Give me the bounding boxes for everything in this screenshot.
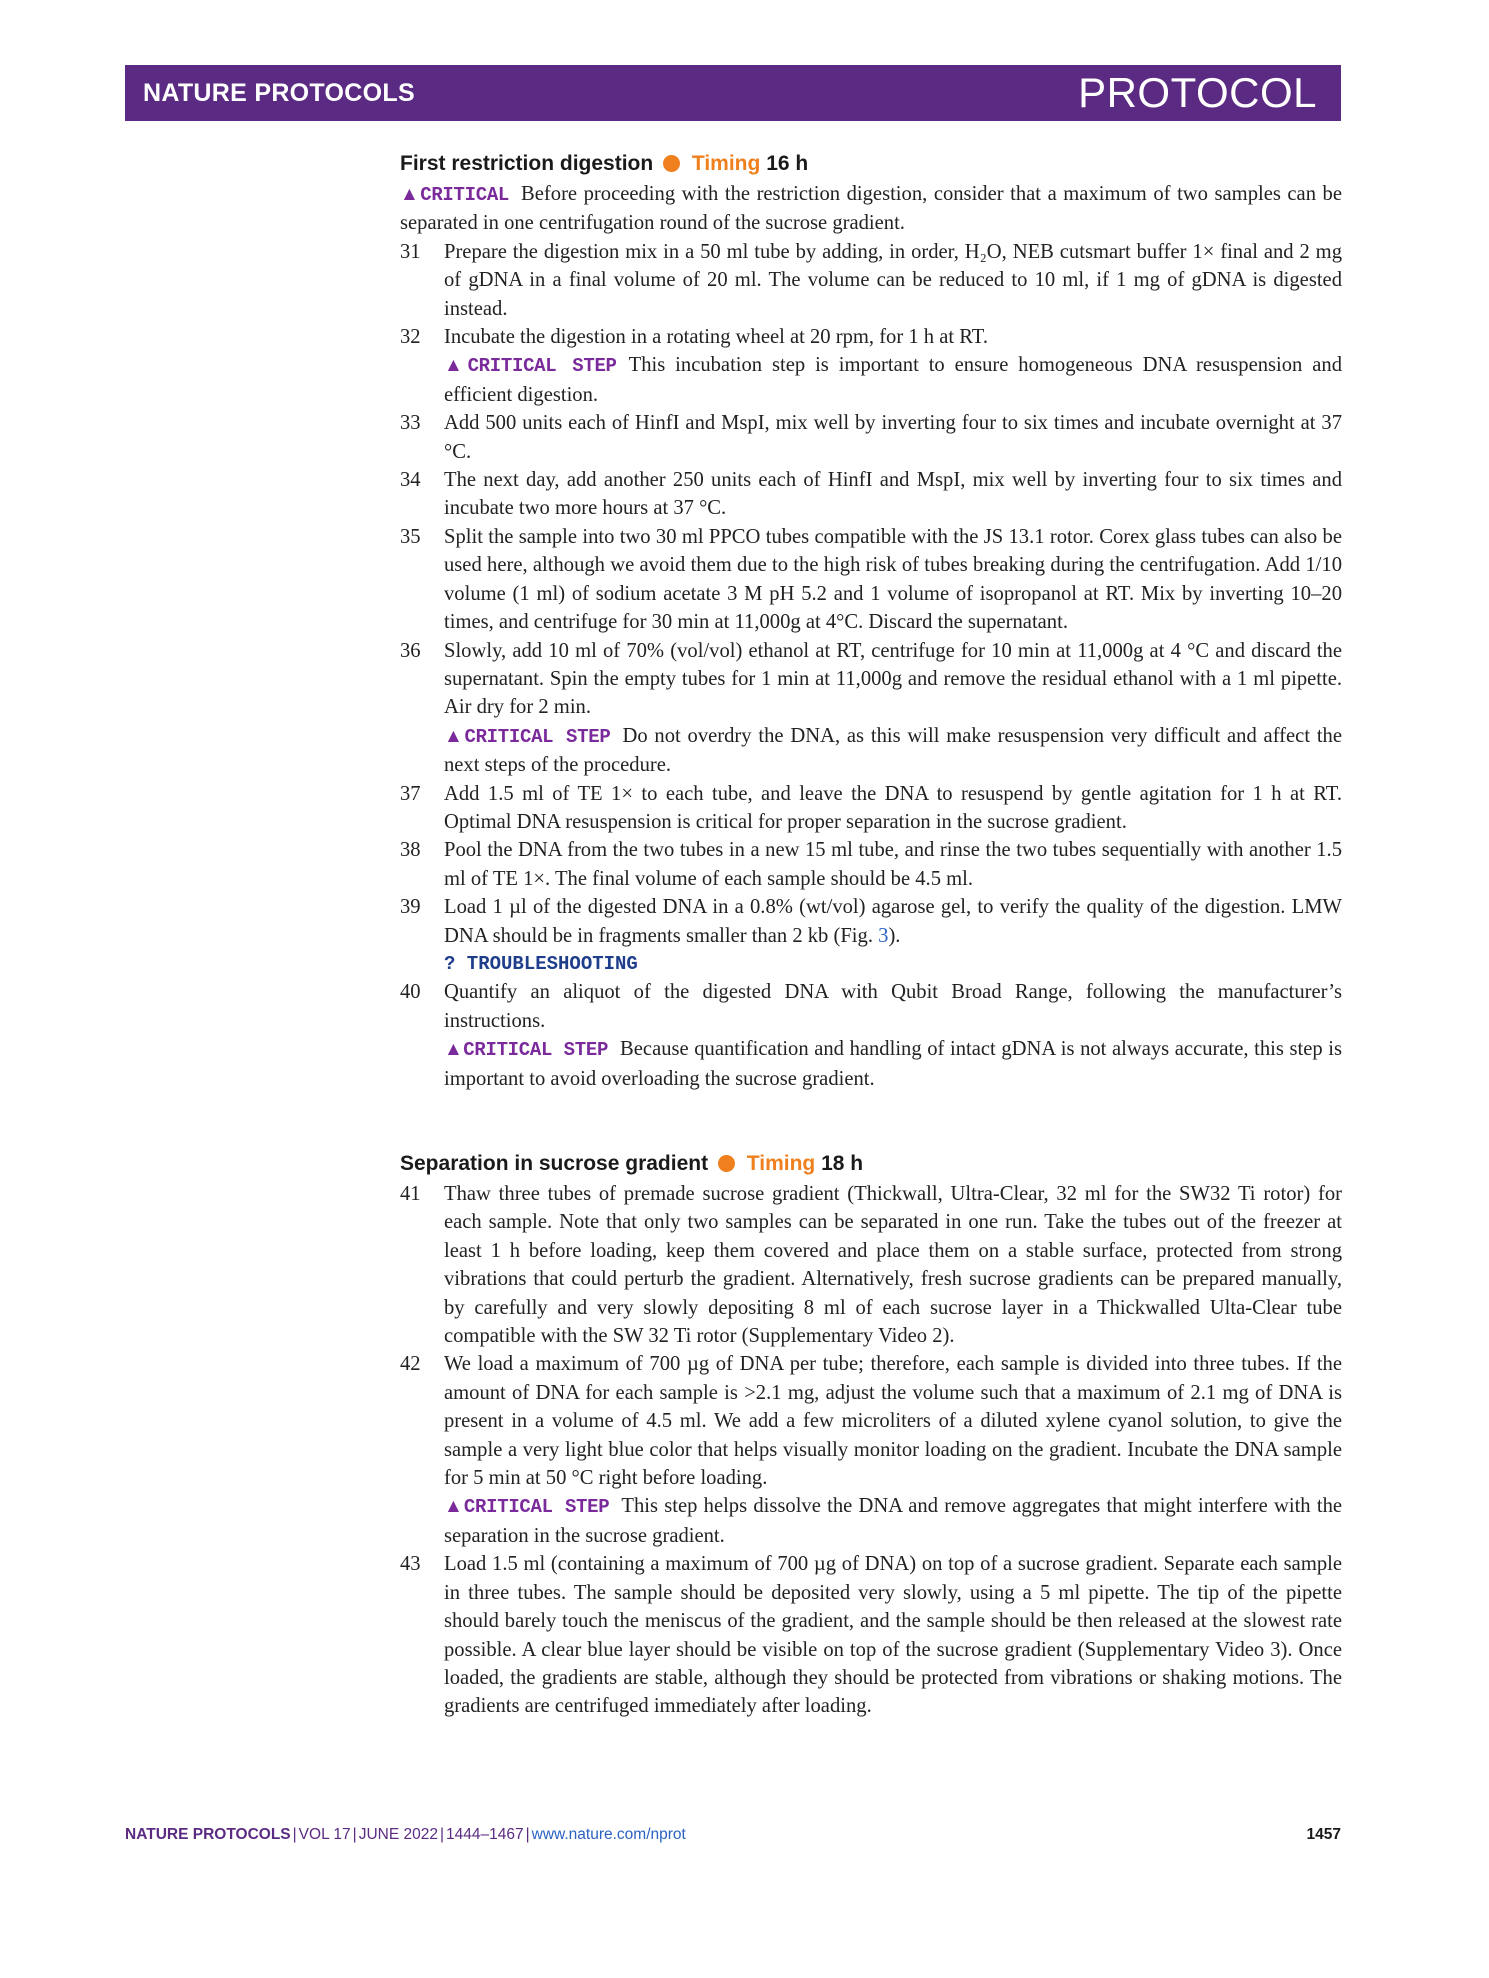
footer-date: JUNE 2022: [358, 1826, 438, 1843]
step-number: 32: [400, 326, 421, 349]
page-footer: [125, 1826, 1341, 1850]
article-type: PROTOCOL: [1078, 69, 1317, 116]
step-text: Quantify an aliquot of the digested DNA with Qubit Broad Range, following the manufacturer’s instructions.: [444, 981, 1342, 1032]
warning-triangle-icon: ▲: [444, 725, 465, 747]
step-text-part: ).: [888, 924, 901, 947]
step-text: Pool the DNA from the two tubes in a new 15 ml tube, and rinse the two tubes sequentially with another 1.5 ml of TE 1×. The final volume of each sample should be 4.5 ml.: [444, 839, 1342, 890]
step-43: [400, 1550, 1342, 1720]
step-text: The next day, add another 250 units each of HinfI and MspI, mix well by inverting four to six times and incubate two more hours at 37 °C.: [444, 469, 1342, 520]
step-number: 38: [400, 839, 421, 862]
footer-separator: |: [352, 1826, 357, 1843]
section-title: Separation in sucrose gradient: [400, 1152, 709, 1175]
warning-triangle-icon: ▲: [400, 184, 421, 205]
step-text: Incubate the digestion in a rotating wheel at 20 rpm, for 1 h at RT.: [444, 326, 988, 349]
critical-step-note: [444, 1492, 1342, 1550]
step-text: [444, 893, 1342, 950]
critical-step-label: CRITICAL STEP: [467, 355, 617, 378]
step-text: We load a maximum of 700 µg of DNA per tube; therefore, each sample is divided into three tubes. If the amount of DNA for each sample is >2.1 mg, adjust the volume such that a maximum of 2.1 mg of DNA is present in a volume of 4.5 ml. We add a few microliters of a diluted xylene cyanol solution, to give the sample a very light blue color that helps visually monitor loading on the gradient. Incubate the DNA sample for 5 min at 50 °C right before loading.: [444, 1353, 1342, 1490]
step-number: 41: [400, 1183, 421, 1205]
journal-banner: [125, 65, 1341, 121]
critical-step-text: This incubation step is important to ensure homogeneous DNA resuspension and efficient digestion.: [444, 354, 1342, 406]
step-text: Split the sample into two 30 ml PPCO tubes compatible with the JS 13.1 rotor. Corex glass tubes can also be used here, although we avoid them due to the high risk of tubes breaking during the centrifugation. Add 1/10 volume (1 ml) of sodium acetate 3 M pH 5.2 and 1 volume of isopropanol at RT. Mix by inverting 10–20 times, and centrifuge for 30 min at 11,000g at 4°C. Discard the supernatant.: [444, 525, 1342, 634]
section-heading-first-digestion: [400, 148, 1342, 180]
critical-step-note: [444, 1035, 1342, 1093]
critical-step-text: Because quantification and handling of intact gDNA is not always accurate, this step is important to avoid overloading the sucrose gradient.: [444, 1038, 1342, 1090]
footer-separator: |: [292, 1826, 297, 1843]
section-heading-sucrose-gradient: [400, 1148, 1342, 1180]
timing-dot-icon: [663, 155, 680, 172]
step-number: 39: [400, 896, 421, 919]
footer-separator: |: [439, 1826, 444, 1843]
step-40: [400, 978, 1342, 1093]
step-number: 35: [400, 525, 421, 548]
step-31: [400, 238, 1342, 323]
figure-3-link[interactable]: 3: [878, 924, 889, 947]
warning-triangle-icon: ▲: [444, 1496, 464, 1518]
step-35: [400, 523, 1342, 637]
step-number: 36: [400, 639, 421, 662]
critical-step-note: [444, 351, 1342, 409]
step-text: Load 1.5 ml (containing a maximum of 700 µg of DNA) on top of a sucrose gradient. Separate each sample in three tubes. The sample should be deposited very slowly, using a 5 ml pipette. The tip of the pipette should barely touch the meniscus of the gradient, and the sample should be then released at the slowest rate possible. A clear blue layer should be visible on top of the sucrose gradient (Supplementary Video 3). Once loaded, the gradients are stable, although they should be protected from vibrations or shaking motions. The gradients are centrifuged immediately after loading.: [444, 1553, 1342, 1718]
step-33: [400, 409, 1342, 466]
section-title: First restriction digestion: [400, 152, 654, 175]
step-number: 37: [400, 782, 421, 805]
step-text: Slowly, add 10 ml of 70% (vol/vol) ethanol at RT, centrifuge for 10 min at 11,000g at 4 °C and discard the supernatant. Spin the empty tubes for 1 min at 11,000g and remove the residual ethanol with a 1 ml pipette. Air dry for 2 min.: [444, 639, 1342, 719]
step-39: [400, 893, 1342, 978]
step-42: [400, 1350, 1342, 1550]
footer-url-link[interactable]: www.nature.com/nprot: [531, 1826, 686, 1843]
section-critical-note: [400, 180, 1342, 238]
critical-label: CRITICAL: [420, 184, 510, 206]
step-38: [400, 836, 1342, 893]
step-number: 42: [400, 1353, 421, 1376]
critical-step-text: This step helps dissolve the DNA and remove aggregates that might interfere with the separation in the sucrose gradient.: [444, 1495, 1343, 1547]
page-number: 1457: [1306, 1826, 1341, 1843]
footer-journal: NATURE PROTOCOLS: [125, 1826, 291, 1843]
step-32: [400, 323, 1342, 409]
step-text: Thaw three tubes of premade sucrose gradient (Thickwall, Ultra-Clear, 32 ml for the SW32 Ti rotor) for each sample. Note that only two samples can be separated in one run. Take the tubes out of the freezer at least 1 h before loading, keep them covered and place them on a stable surface, protected from strong vibrations that could perturb the gradient. Alternatively, fresh sucrose gradients can be prepared manually, by carefully and very slowly depositing 8 ml of each sucrose layer in a Thickwalled Ulta-Clear tube compatible with the SW 32 Ti rotor (Supplementary Video 2).: [444, 1183, 1342, 1348]
footer-citation: [125, 1826, 686, 1844]
footer-separator: |: [525, 1826, 530, 1843]
critical-step-label: CRITICAL STEP: [464, 725, 611, 748]
critical-step-note: [444, 722, 1342, 780]
step-number: 40: [400, 981, 421, 1004]
critical-step-label: CRITICAL STEP: [463, 1039, 609, 1062]
timing-dot-icon: [718, 1155, 735, 1172]
step-text: Prepare the digestion mix in a 50 ml tube by adding, in order, H₂O, NEB cutsmart buffer 1× final and 2 mg of gDNA in a final volume of 20 ml. The volume can be reduced to 10 ml, if 1 mg of gDNA is digested instead.: [444, 240, 1342, 320]
troubleshooting-link[interactable]: ? TROUBLESHOOTING: [444, 952, 638, 975]
step-text-part: Load 1 µl of the digested DNA in a 0.8% (wt/vol) agarose gel, to verify the quality of the digestion. LMW DNA should be in fragments smaller than 2 kb (Fig.: [444, 896, 1342, 947]
critical-text: Before proceeding with the restriction digestion, consider that a maximum of two samples can be separated in one centrifugation round of the sucrose gradient.: [400, 183, 1342, 235]
timing-label: Timing: [691, 152, 761, 175]
step-37: [400, 780, 1342, 837]
journal-name: NATURE PROTOCOLS: [143, 78, 415, 107]
step-number: 31: [400, 240, 421, 263]
step-text: Add 1.5 ml of TE 1× to each tube, and leave the DNA to resuspend by gentle agitation for 1 h at RT. Optimal DNA resuspension is critical for proper separation in the sucrose gradient.: [444, 782, 1342, 833]
warning-triangle-icon: ▲: [444, 355, 468, 377]
step-number: 34: [400, 469, 421, 492]
timing-label: Timing: [746, 1152, 816, 1175]
step-41: [400, 1180, 1342, 1350]
main-content: [400, 148, 1342, 1721]
timing-value: 18 h: [821, 1152, 864, 1175]
warning-triangle-icon: ▲: [444, 1039, 464, 1061]
critical-step-text: Do not overdry the DNA, as this will make resuspension very difficult and affect the next steps of the procedure.: [444, 724, 1342, 777]
footer-volume: VOL 17: [298, 1826, 351, 1843]
step-36: [400, 637, 1342, 780]
step-number: 33: [400, 412, 421, 435]
timing-value: 16 h: [766, 152, 809, 175]
step-number: 43: [400, 1553, 421, 1576]
critical-step-label: CRITICAL STEP: [463, 1496, 610, 1519]
footer-pages: 1444–1467: [446, 1826, 524, 1843]
step-34: [400, 466, 1342, 523]
step-text: Add 500 units each of HinfI and MspI, mix well by inverting four to six times and incubate overnight at 37 °C.: [444, 412, 1342, 463]
